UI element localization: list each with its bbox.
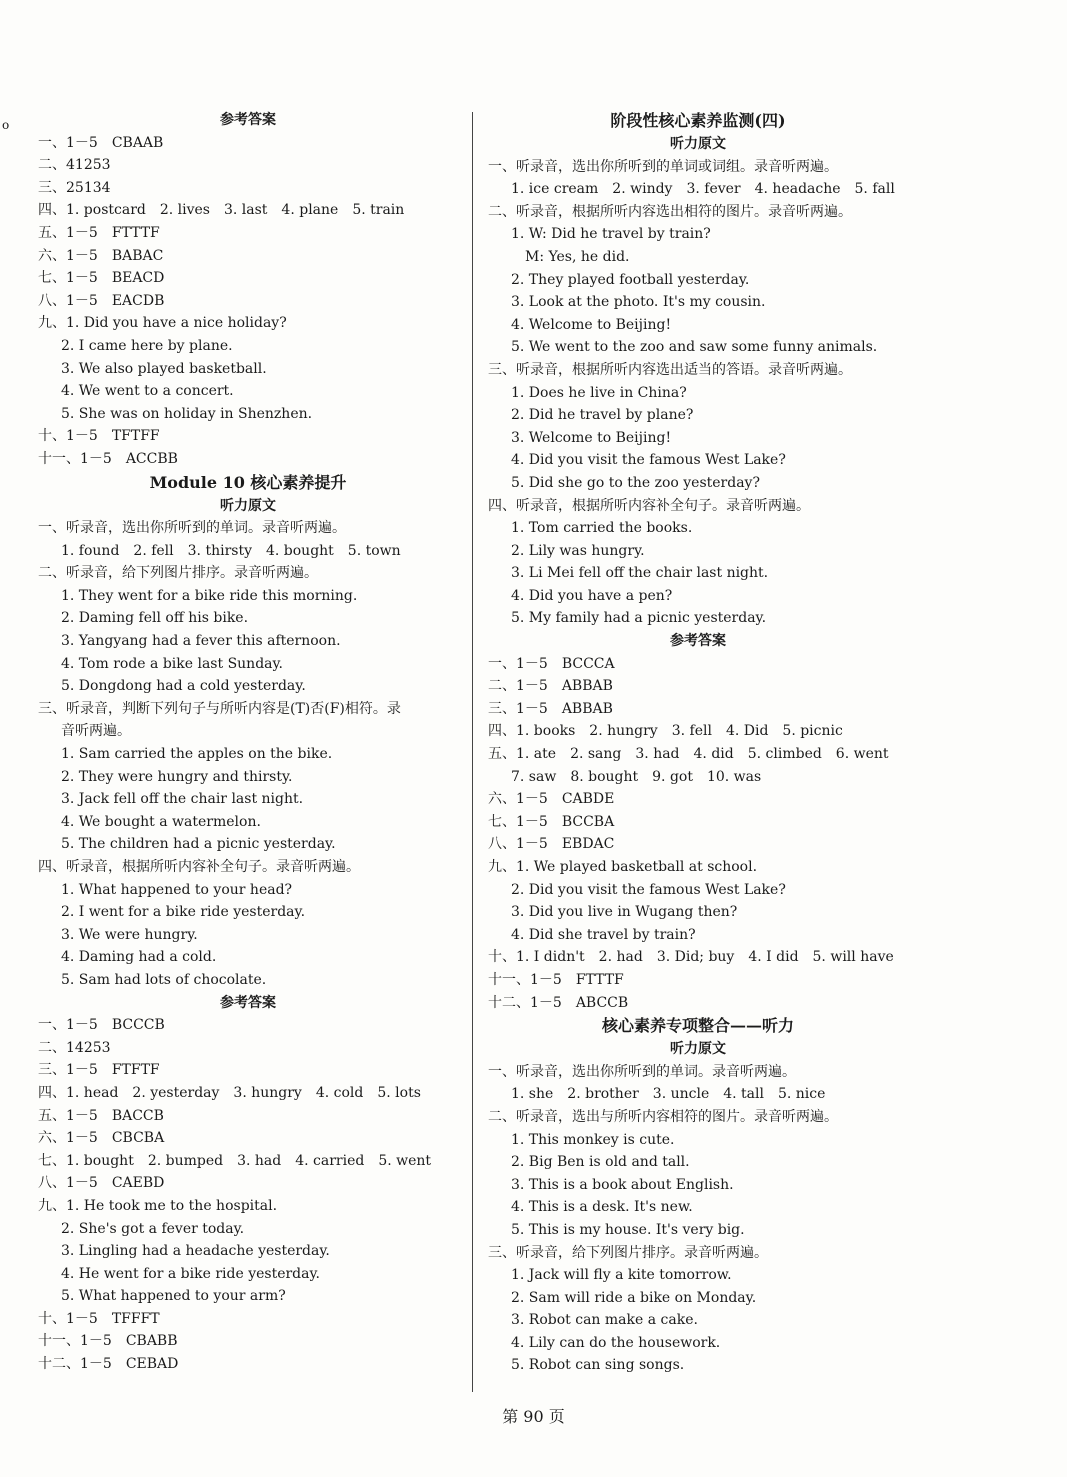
section-heading: 听力原文 xyxy=(670,1041,726,1058)
sub-item-line: 3. Yangyang had a fever this afternoon. xyxy=(61,633,341,650)
sub-item-line: 5. What happened to your arm? xyxy=(61,1288,286,1305)
sub-item-line: 5. We went to the zoo and saw some funny animals. xyxy=(511,339,878,356)
section-heading: 参考答案 xyxy=(220,994,276,1011)
text-line: 三、25134 xyxy=(38,179,111,196)
sub-item-line: M: Yes, he did. xyxy=(511,248,630,265)
text-line: 一、1－5 BCCCA xyxy=(488,655,615,672)
sub-item-line: 4. We bought a watermelon. xyxy=(61,813,261,830)
text-line: 九、1. We played basketball at school. xyxy=(488,859,758,875)
sub-item-line: 3. Li Mei fell off the chair last night. xyxy=(511,565,769,582)
text-line: 五、1. ate 2. sang 3. had 4. did 5. climbed 6. went xyxy=(488,746,889,763)
sub-item-line: 4. We went to a concert. xyxy=(61,383,234,400)
section-heading: 听力原文 xyxy=(220,497,276,514)
left-column xyxy=(38,109,458,1376)
text-line: 九、1. He took me to the hospital. xyxy=(38,1197,278,1214)
sub-item-line: 5. She was on holiday in Shenzhen. xyxy=(61,405,313,422)
text-line: 一、听录音，选出你所听到的单词。录音听两遍。 xyxy=(38,520,346,537)
sub-item-line: 2. Lily was hungry. xyxy=(511,542,645,559)
text-line: 七、1. bought 2. bumped 3. had 4. carried 5. went xyxy=(38,1152,432,1169)
text-line: 八、1－5 EBDAC xyxy=(488,836,615,853)
sub-item-line: 4. Did she travel by train? xyxy=(511,926,696,943)
sub-item-line: 3. Lingling had a headache yesterday. xyxy=(61,1243,330,1260)
text-line: 五、1－5 BACCB xyxy=(38,1107,164,1124)
sub-item-line: 1. she 2. brother 3. uncle 4. tall 5. nice xyxy=(511,1086,826,1103)
text-line: 二、41253 xyxy=(38,157,111,174)
text-line: 二、14253 xyxy=(38,1039,111,1056)
text-line: 七、1－5 BEACD xyxy=(38,270,165,287)
text-line: 十、1－5 TFFFT xyxy=(38,1310,160,1327)
text-line: 四、听录音，根据所听内容补全句子。录音听两遍。 xyxy=(488,497,810,514)
text-line: 一、1－5 BCCCB xyxy=(38,1017,165,1034)
margin-dot: o xyxy=(2,118,10,132)
sub-item-line: 4. He went for a bike ride yesterday. xyxy=(61,1265,320,1282)
sub-item-line: 4. This is a desk. It's new. xyxy=(511,1199,693,1216)
text-line: 十、1. I didn't 2. had 3. Did; buy 4. I did 5. will have xyxy=(488,949,894,966)
text-line: 十一、1－5 FTTTF xyxy=(488,971,624,988)
sub-item-line: 音听两遍。 xyxy=(61,723,131,740)
sub-item-line: 7. saw 8. bought 9. got 10. was xyxy=(511,768,762,785)
sub-item-line: 5. The children had a picnic yesterday. xyxy=(61,836,336,853)
sub-item-line: 4. Did you visit the famous West Lake? xyxy=(511,452,786,469)
text-line: 四、1. books 2. hungry 3. fell 4. Did 5. picnic xyxy=(488,723,843,740)
text-line: 二、听录音，根据所听内容选出相符的图片。录音听两遍。 xyxy=(488,203,852,220)
sub-item-line: 2. They were hungry and thirsty. xyxy=(61,768,293,785)
text-line: 三、听录音，根据所听内容选出适当的答语。录音听两遍。 xyxy=(488,361,852,378)
text-line: 三、1－5 ABBAB xyxy=(488,700,613,717)
sub-item-line: 2. Big Ben is old and tall. xyxy=(511,1154,690,1171)
text-line: 十二、1－5 ABCCB xyxy=(488,994,629,1011)
sub-item-line: 1. This monkey is cute. xyxy=(511,1131,675,1148)
text-line: 七、1－5 BCCBA xyxy=(488,813,615,830)
text-line: 二、听录音，选出与所听内容相符的图片。录音听两遍。 xyxy=(488,1108,838,1125)
text-line: 三、1－5 FTFTF xyxy=(38,1062,160,1079)
text-line: 六、1－5 CABDE xyxy=(488,791,615,808)
sub-item-line: 3. This is a book about English. xyxy=(511,1176,734,1193)
sub-item-line: 1. W: Did he travel by train? xyxy=(511,226,711,243)
text-line: 三、听录音，判断下列句子与所听内容是(T)否(F)相符。录 xyxy=(38,700,401,717)
column-divider xyxy=(472,112,473,1392)
sub-item-line: 5. This is my house. It's very big. xyxy=(511,1221,745,1238)
sub-item-line: 2. I went for a bike ride yesterday. xyxy=(61,904,306,921)
text-line: 十、1－5 TFTFF xyxy=(38,428,160,445)
text-line: 六、1－5 CBCBA xyxy=(38,1130,165,1147)
sub-item-line: 1. They went for a bike ride this morning. xyxy=(61,587,358,604)
sub-item-line: 1. Jack will fly a kite tomorrow. xyxy=(511,1267,732,1284)
sub-item-line: 4. Did you have a pen? xyxy=(511,587,673,604)
sub-item-line: 5. Sam had lots of chocolate. xyxy=(61,971,267,988)
sub-item-line: 3. Did you live in Wugang then? xyxy=(511,904,738,921)
text-line: 九、1. Did you have a nice holiday? xyxy=(38,315,287,332)
sub-item-line: 1. Does he live in China? xyxy=(511,384,687,401)
sub-item-line: 3. Welcome to Beijing! xyxy=(511,429,672,446)
sub-item-line: 5. My family had a picnic yesterday. xyxy=(511,610,767,627)
sub-item-line: 3. Look at the photo. It's my cousin. xyxy=(511,294,766,311)
text-line: 四、1. head 2. yesterday 3. hungry 4. cold 5. lots xyxy=(38,1084,421,1101)
sub-item-line: 2. Did you visit the famous West Lake? xyxy=(511,881,786,898)
right-column xyxy=(488,109,908,1377)
sub-item-line: 4. Lily can do the housework. xyxy=(511,1334,721,1351)
sub-item-line: 1. Sam carried the apples on the bike. xyxy=(61,746,333,763)
sub-item-line: 5. Dongdong had a cold yesterday. xyxy=(61,678,306,695)
text-line: 十一、1－5 CBABB xyxy=(38,1333,178,1350)
sub-item-line: 2. She's got a fever today. xyxy=(61,1220,245,1237)
text-line: 四、听录音，根据所听内容补全句子。录音听两遍。 xyxy=(38,859,360,875)
sub-item-line: 2. Daming fell off his bike. xyxy=(61,610,249,627)
text-line: 十二、1－5 CEBAD xyxy=(38,1356,179,1373)
text-line: 六、1－5 BABAC xyxy=(38,247,164,264)
sub-item-line: 3. We also played basketball. xyxy=(61,360,267,377)
section-heading: 听力原文 xyxy=(670,136,726,152)
text-line: 四、1. postcard 2. lives 3. last 4. plane 5. train xyxy=(38,202,405,219)
module-title: 核心素养专项整合——听力 xyxy=(601,1016,794,1036)
sub-item-line: 3. We were hungry. xyxy=(61,926,198,943)
text-line: 十一、1－5 ACCBB xyxy=(38,450,178,467)
text-line: 一、听录音，选出你所听到的单词或词组。录音听两遍。 xyxy=(488,158,838,175)
sub-item-line: 4. Daming had a cold. xyxy=(61,949,217,966)
text-line: 一、听录音，选出你所听到的单词。录音听两遍。 xyxy=(488,1063,796,1080)
page-number: 第 90 页 xyxy=(502,1407,565,1426)
sub-item-line: 3. Robot can make a cake. xyxy=(511,1312,698,1329)
text-line: 一、1－5 CBAAB xyxy=(38,134,164,151)
text-line: 八、1－5 CAEBD xyxy=(38,1175,165,1192)
text-line: 三、听录音，给下列图片排序。录音听两遍。 xyxy=(488,1244,768,1261)
sub-item-line: 2. I came here by plane. xyxy=(61,337,233,354)
section-heading: 参考答案 xyxy=(220,112,276,128)
sub-item-line: 1. Tom carried the books. xyxy=(511,520,693,537)
module-title: 阶段性核心素养监测(四) xyxy=(610,111,786,130)
sub-item-line: 4. Welcome to Beijing! xyxy=(511,316,672,333)
sub-item-line: 5. Robot can sing songs. xyxy=(511,1357,685,1374)
sub-item-line: 1. What happened to your head? xyxy=(61,881,293,898)
sub-item-line: 5. Did she go to the zoo yesterday? xyxy=(511,474,760,491)
sub-item-line: 2. Did he travel by plane? xyxy=(511,407,694,424)
module-title: Module 10 核心素养提升 xyxy=(149,472,347,492)
section-heading: 参考答案 xyxy=(670,633,726,650)
text-line: 二、听录音，给下列图片排序。录音听两遍。 xyxy=(38,565,318,582)
text-line: 八、1－5 EACDB xyxy=(38,292,165,309)
text-line: 二、1－5 ABBAB xyxy=(488,678,613,695)
sub-item-line: 1. found 2. fell 3. thirsty 4. bought 5. town xyxy=(61,542,401,559)
sub-item-line: 2. Sam will ride a bike on Monday. xyxy=(511,1289,757,1306)
text-line: 五、1－5 FTTTF xyxy=(38,224,160,241)
sub-item-line: 3. Jack fell off the chair last night. xyxy=(61,791,304,808)
sub-item-line: 4. Tom rode a bike last Sunday. xyxy=(61,655,284,672)
sub-item-line: 1. ice cream 2. windy 3. fever 4. headache 5. fall xyxy=(511,181,895,198)
sub-item-line: 2. They played football yesterday. xyxy=(511,271,750,288)
